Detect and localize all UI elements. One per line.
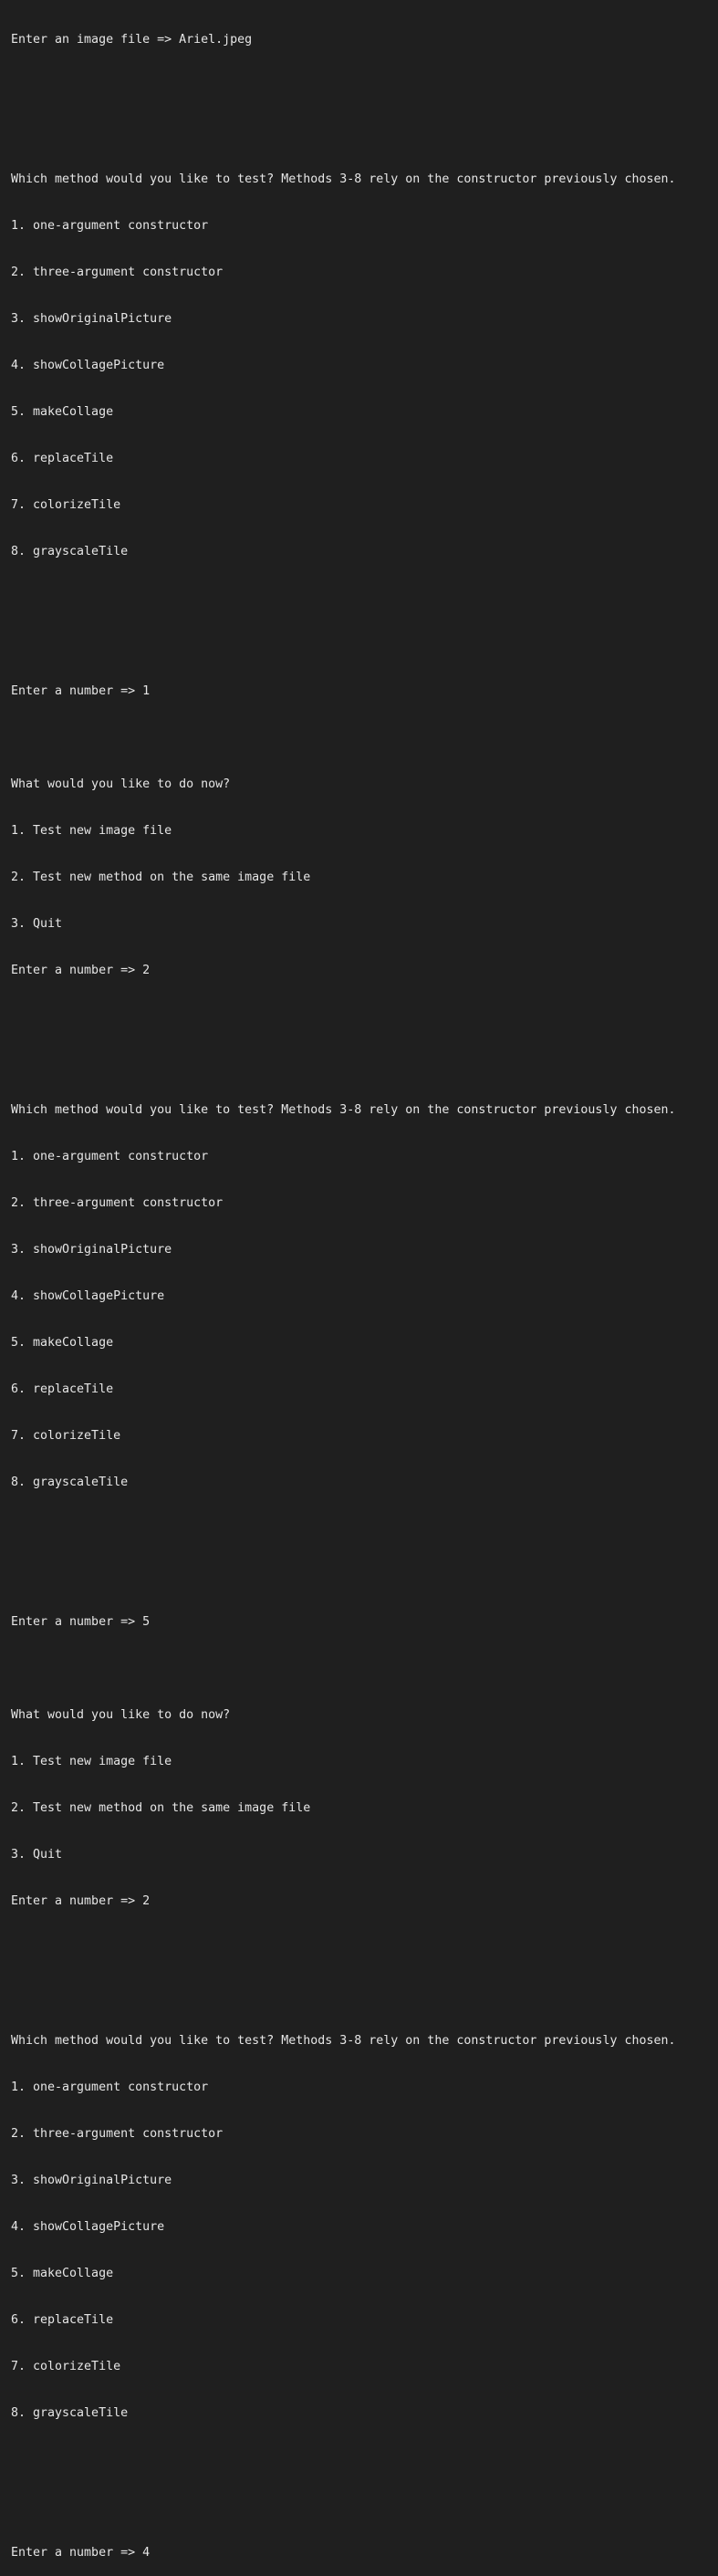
terminal-line: Enter a number => 2: [11, 964, 151, 977]
terminal-line: 1. Test new image file: [11, 1755, 172, 1768]
terminal-line: 7. colorizeTile: [11, 2360, 121, 2373]
terminal-output: [11, 1, 713, 2576]
terminal-line: Enter an image file => Ariel.jpeg: [11, 33, 253, 47]
terminal-line: 5. makeCollage: [11, 405, 114, 419]
terminal-line: 6. replaceTile: [11, 452, 114, 465]
terminal-line: 4. showCollagePicture: [11, 359, 165, 372]
terminal-line: 7. colorizeTile: [11, 1429, 121, 1443]
terminal-line: 5. makeCollage: [11, 1336, 114, 1350]
terminal-line: 1. one-argument constructor: [11, 2081, 209, 2094]
terminal-line: 8. grayscaleTile: [11, 545, 129, 558]
terminal-line: 3. Quit: [11, 1848, 63, 1862]
terminal-line: [11, 1056, 713, 1071]
terminal-line: 3. Quit: [11, 917, 63, 931]
terminal-line: 4. showCollagePicture: [11, 2220, 165, 2234]
terminal-line: What would you like to do now?: [11, 777, 231, 791]
terminal-line: [11, 1568, 713, 1583]
terminal-line: [11, 2452, 713, 2467]
terminal-line: 3. showOriginalPicture: [11, 1243, 172, 1257]
terminal-line: What would you like to do now?: [11, 1708, 231, 1722]
terminal-line: Enter a number => 2: [11, 1894, 151, 1908]
terminal-line: Enter a number => 1: [11, 684, 151, 698]
terminal-line: [11, 2498, 713, 2514]
terminal-line: 7. colorizeTile: [11, 498, 121, 512]
terminal-line: Enter a number => 5: [11, 1615, 151, 1629]
terminal-line: 1. Test new image file: [11, 824, 172, 838]
terminal-line: 3. showOriginalPicture: [11, 2174, 172, 2187]
terminal-line: 8. grayscaleTile: [11, 1476, 129, 1489]
terminal-line: Which method would you like to test? Methods 3-8 rely on the constructor previously chosen.: [11, 172, 676, 186]
terminal-line: [11, 1987, 713, 2002]
terminal-line: 4. showCollagePicture: [11, 1289, 165, 1303]
terminal-line: [11, 1661, 713, 1676]
terminal-line: 8. grayscaleTile: [11, 2406, 129, 2420]
terminal-line: [11, 730, 713, 746]
terminal-line: 2. three-argument constructor: [11, 2127, 224, 2141]
terminal-line: [11, 1009, 713, 1025]
terminal-line: 2. Test new method on the same image file: [11, 1801, 311, 1815]
terminal-line: 6. replaceTile: [11, 1382, 114, 1396]
terminal-line: Which method would you like to test? Methods 3-8 rely on the constructor previously chosen.: [11, 1103, 676, 1117]
terminal-line: 3. showOriginalPicture: [11, 312, 172, 326]
terminal-line: [11, 1521, 713, 1537]
terminal-line: 1. one-argument constructor: [11, 219, 209, 233]
terminal-line: [11, 1940, 713, 1955]
terminal-line: Enter a number => 4: [11, 2546, 151, 2560]
terminal-line: [11, 637, 713, 652]
terminal-line: 2. three-argument constructor: [11, 1196, 224, 1210]
terminal-line: 2. three-argument constructor: [11, 266, 224, 279]
terminal-line: [11, 125, 713, 141]
terminal-line: 5. makeCollage: [11, 2267, 114, 2280]
terminal-line: 6. replaceTile: [11, 2313, 114, 2327]
terminal-line: 2. Test new method on the same image file: [11, 871, 311, 884]
terminal-line: [11, 590, 713, 606]
terminal-line: 1. one-argument constructor: [11, 1150, 209, 1163]
terminal-line: Which method would you like to test? Methods 3-8 rely on the constructor previously chosen.: [11, 2034, 676, 2048]
terminal-line: [11, 78, 713, 94]
